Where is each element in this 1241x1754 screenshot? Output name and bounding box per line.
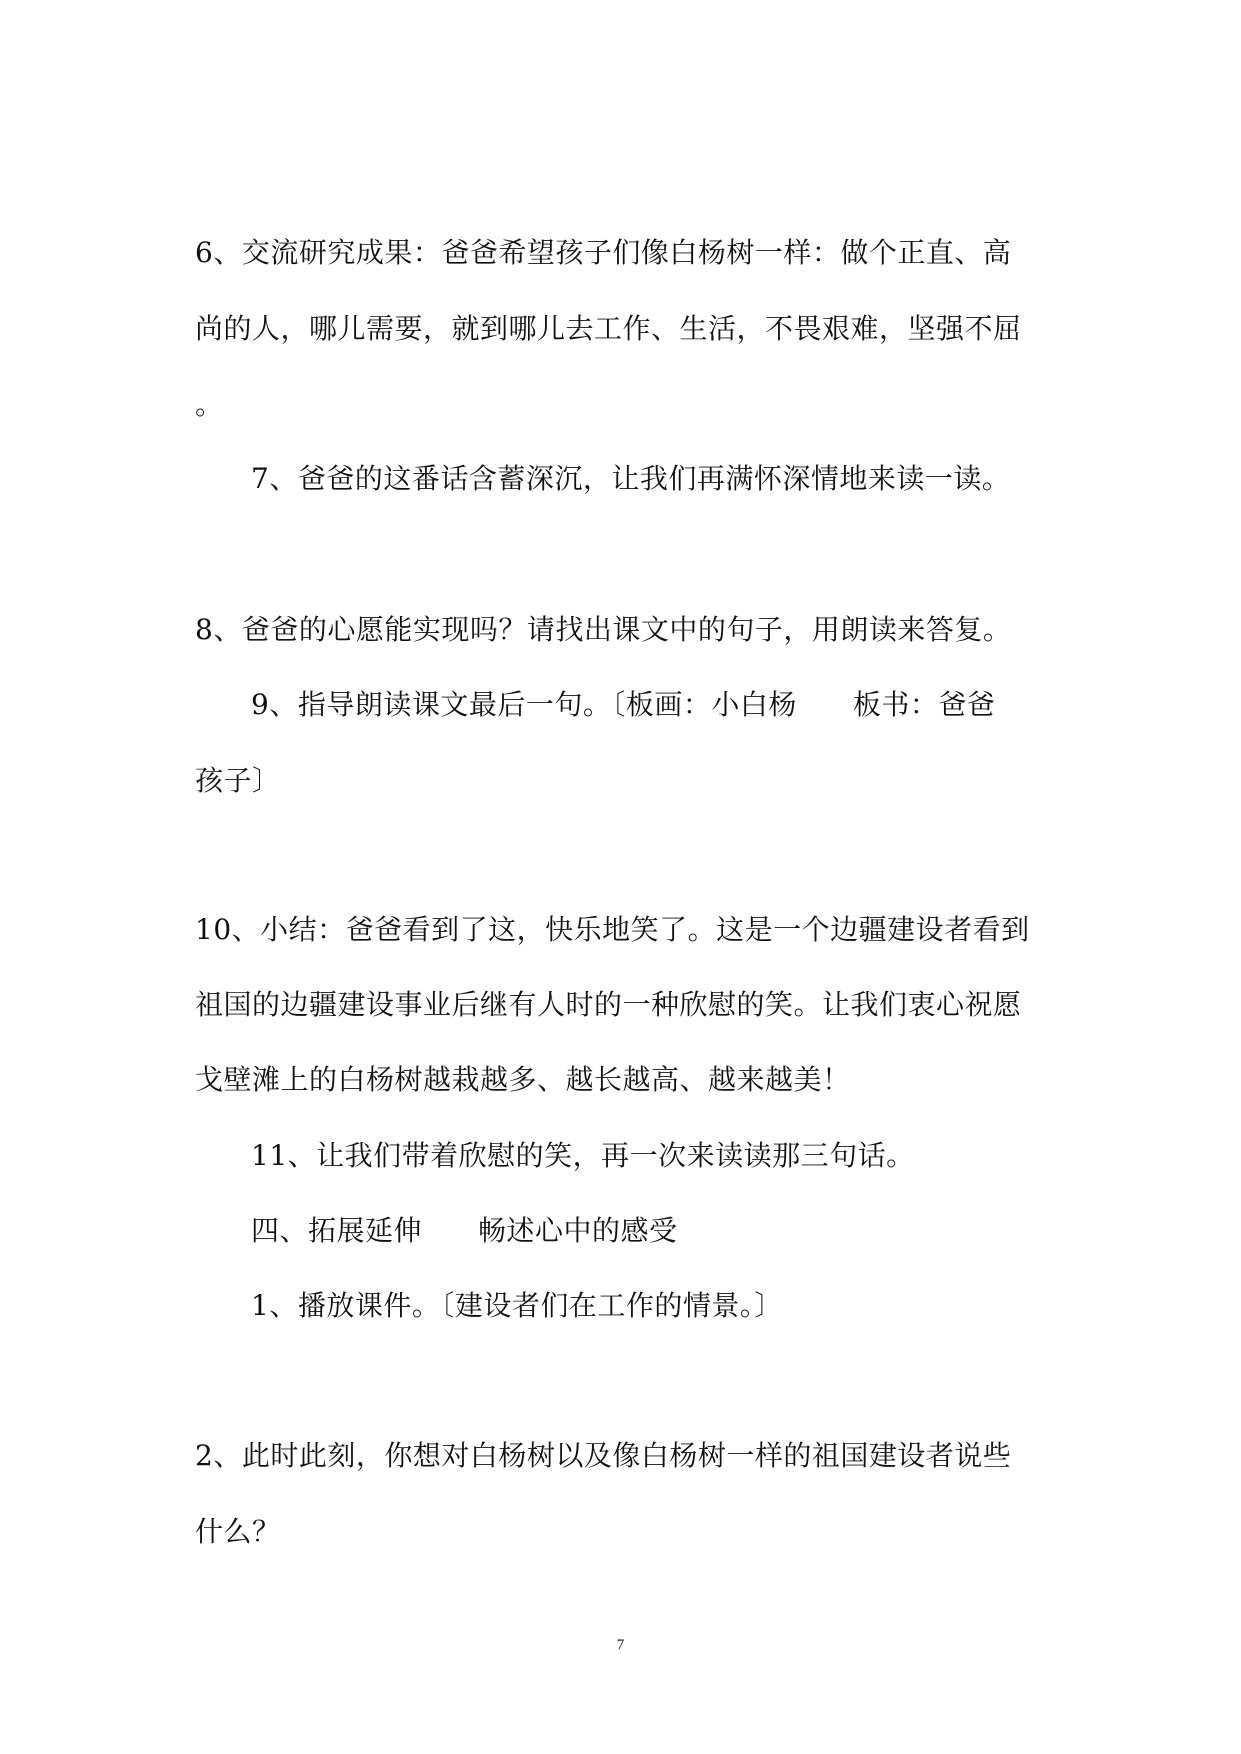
section-4-subtitle: 畅述心中的感受 (478, 1214, 678, 1247)
section-4-heading (251, 1213, 678, 1249)
page-number: 7 (616, 1637, 625, 1653)
paragraph-6-line-2: 尚的人，哪儿需要，就到哪儿去工作、生活，不畏艰难，坚强不屈 (195, 312, 1022, 345)
section-4-item-1: 1、播放课件。〔建设者们在工作的情景。〕 (251, 1289, 783, 1322)
paragraph-8: 8、爸爸的心愿能实现吗？请找出课文中的句子，用朗读来答复。 (195, 613, 1012, 646)
paragraph-6-line-1: 6、交流研究成果：爸爸希望孩子们像白杨树一样：做个正直、高 (195, 236, 1012, 269)
section-4-item-2-line-2: 什么？ (195, 1515, 281, 1548)
paragraph-10-line-1: 10、小结：爸爸看到了这，快乐地笑了。这是一个边疆建设者看到 (195, 913, 1030, 946)
section-4-title: 四、拓展延伸 (251, 1214, 423, 1247)
paragraph-11: 11、让我们带着欣慰的笑，再一次来读读那三句话。 (251, 1139, 915, 1172)
paragraph-10-line-3: 戈壁滩上的白杨树越栽越多、越长越高、越来越美！ (195, 1063, 851, 1096)
paragraph-10-line-2: 祖国的边疆建设事业后继有人时的一种欣慰的笑。让我们衷心祝愿 (195, 988, 1022, 1021)
paragraph-7: 7、爸爸的这番话含蓄深沉，让我们再满怀深情地来读一读。 (251, 462, 1011, 495)
paragraph-9-part-1: 9、指导朗读课文最后一句。〔板画：小白杨 (251, 688, 797, 721)
paragraph-9-line-1 (251, 687, 995, 723)
paragraph-6-line-3: 。 (195, 388, 224, 421)
section-4-item-2-line-1: 2、此时此刻，你想对白杨树以及像白杨树一样的祖国建设者说些 (195, 1439, 1012, 1472)
paragraph-9-line-2: 孩子〕 (195, 764, 281, 797)
paragraph-9-part-2: 板书：爸爸 (852, 688, 996, 721)
